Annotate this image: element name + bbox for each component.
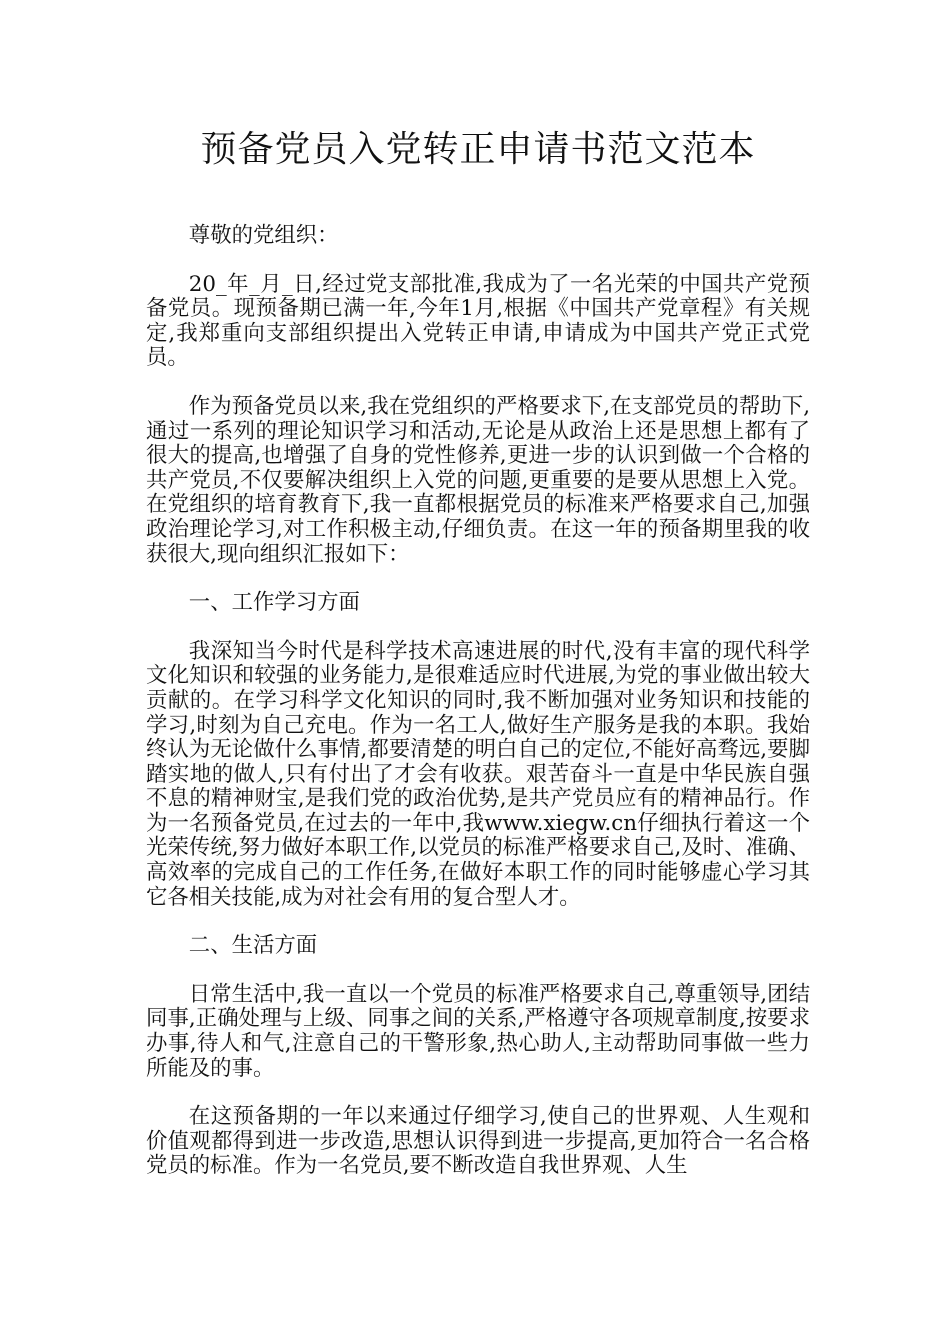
- paragraph-intro: 20_年_月_日,经过党支部批准,我成为了一名光荣的中国共产党预备党员。现预备期已满一年,今年1月,根据《中国共产党章程》有关规定,我郑重向支部组织提出入党转正申请,申请成为中国共产党正式党员。: [146, 271, 810, 371]
- paragraph-overview: 作为预备党员以来,我在党组织的严格要求下,在支部党员的帮助下,通过一系列的理论知识学习和活动,无论是从政治上还是思想上都有了很大的提高,也增强了自身的党性修养,更进一步的认识到做一个合格的共产党员,不仅要解决组织上入党的问题,更重要的是要从思想上入党。在党组织的培育教育下,我一直都根据党员的标准来严格要求自己,加强政治理论学习,对工作积极主动,仔细负责。在这一年的预备期里我的收获很大,现向组织汇报如下：: [146, 393, 810, 567]
- paragraph-closing: 在这预备期的一年以来通过仔细学习,使自己的世界观、人生观和价值观都得到进一步改造,思想认识得到进一步提高,更加符合一名合格党员的标准。作为一名党员,要不断改造自我世界观、人生: [146, 1104, 810, 1179]
- document-page: [146, 120, 810, 1203]
- paragraph-work-study: 我深知当今时代是科学技术高速进展的时代,没有丰富的现代科学文化知识和较强的业务能力,是很难适应时代进展,为党的事业做出较大贡献的。在学习科学文化知识的同时,我不断加强对业务知识和技能的学习,时刻为自己充电。作为一名工人,做好生产服务是我的本职。我始终认为无论做什么事情,都要清楚的明白自己的定位,不能好高骛远,要脚踏实地的做人,只有付出了才会有收获。艰苦奋斗一直是中华民族自强不息的精神财宝,是我们党的政治优势,是共产党员应有的精神品行。作为一名预备党员,在过去的一年中,我www.xiegw.cn仔细执行着这一个光荣传统,努力做好本职工作,以党员的标准严格要求自己,及时、准确、高效率的完成自己的工作任务,在做好本职工作的同时能够虚心学习其它各相关技能,成为对社会有用的复合型人才。: [146, 638, 810, 910]
- paragraph-life: 日常生活中,我一直以一个党员的标准严格要求自己,尊重领导,团结同事,正确处理与上级、同事之间的关系,严格遵守各项规章制度,按要求办事,待人和气,注意自己的干警形象,热心助人,主动帮助同事做一些力所能及的事。: [146, 981, 810, 1081]
- section-heading-work-study: 一、工作学习方面: [188, 590, 360, 616]
- salutation: 尊敬的党组织：: [188, 223, 339, 248]
- document-title: 预备党员入党转正申请书范文范本: [200, 129, 756, 170]
- section-heading-life: 二、生活方面: [188, 933, 318, 959]
